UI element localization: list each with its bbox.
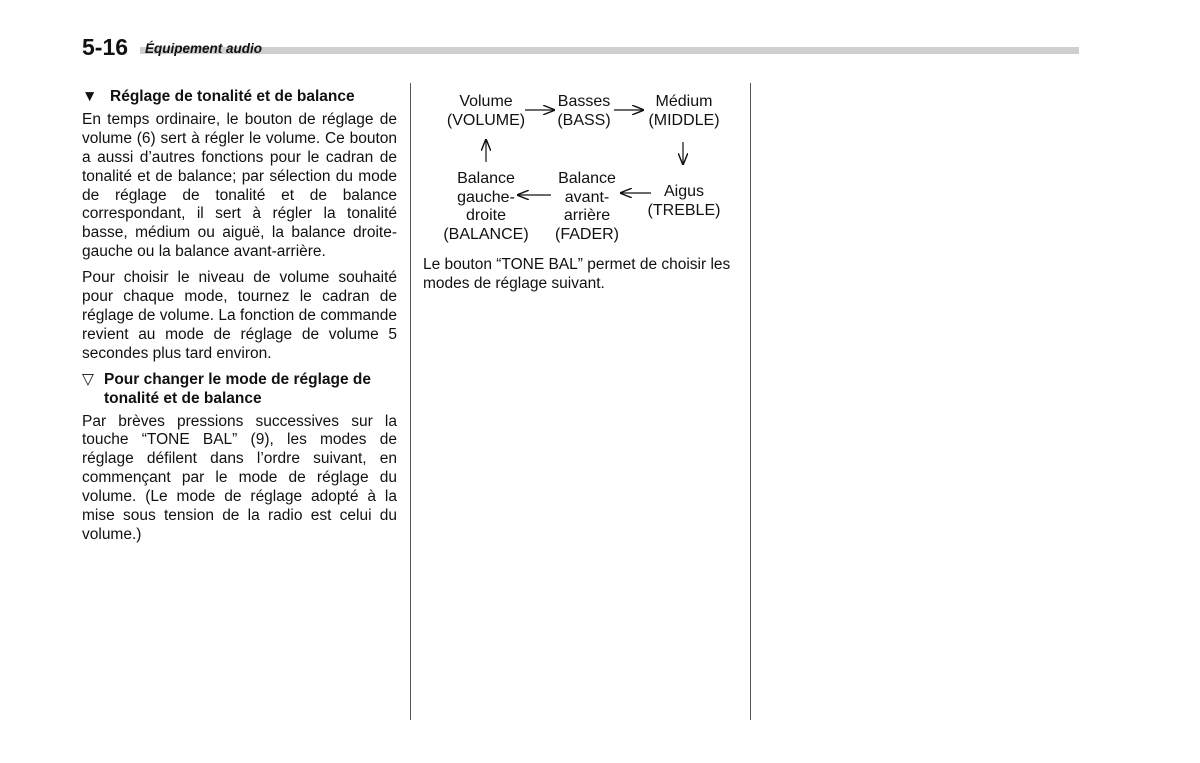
node-treble-code: (TREBLE): [647, 201, 721, 219]
node-treble: [639, 183, 729, 220]
column-divider-1: [410, 83, 411, 720]
section-heading-text: Réglage de tonalité et de balance: [110, 88, 355, 105]
subsection-heading-text: Pour changer le mode de réglage de tonalité et de balance: [104, 370, 372, 407]
node-balance-label-3: droite: [465, 207, 507, 224]
mode-cycle-diagram: [423, 88, 743, 248]
triangle-marker-icon: ▼: [82, 88, 98, 105]
node-middle: [639, 93, 729, 130]
paragraph-3: Par brèves pressions successives sur la touche “TONE BAL” (9), les modes de réglage défilent dans l’ordre suivant, en commençant par le mode de réglage du volume. (Le mode de réglage adopté à la mise sous tension de la radio est celui du volume.): [82, 412, 397, 543]
node-fader-label-1: Balance: [558, 170, 616, 187]
left-column: [82, 88, 397, 552]
open-triangle-marker-icon: ▽: [82, 370, 94, 388]
section-title: Équipement audio: [145, 41, 263, 56]
page-number: 5-16: [82, 34, 129, 60]
header-rule: [140, 47, 1079, 54]
node-fader-label-2: avant-: [564, 188, 610, 206]
node-fader: [548, 170, 626, 244]
node-middle-code: (MIDDLE): [648, 111, 720, 129]
page-header: [82, 34, 1079, 60]
subsection-heading: [82, 371, 397, 409]
node-treble-label: Aigus: [663, 183, 705, 200]
right-column: [423, 88, 738, 294]
node-bass-label: Basses: [557, 93, 611, 110]
diagram-caption: Le bouton “TONE BAL” permet de choisir les modes de réglage suivant.: [423, 256, 731, 292]
node-volume-code: (VOLUME): [446, 111, 526, 129]
node-balance: [431, 170, 541, 244]
node-balance-label-1: Balance: [457, 170, 515, 187]
section-heading: [82, 88, 397, 107]
paragraph-1: En temps ordinaire, le bouton de réglage de volume (6) sert à régler le volume. Ce bouton a aussi d’autres fonctions pour le cadran de tonalité et de balance; par sélection du mode de réglage de tonalité et de balance correspondant, il sert à régler la tonalité basse, médium ou aiguë, la balance droite-gauche ou la balance avant-arrière.: [82, 110, 397, 261]
node-fader-label-3: arrière: [563, 207, 611, 224]
node-balance-label-2: gauche-: [457, 188, 515, 206]
node-bass: [550, 93, 618, 130]
node-balance-code: (BALANCE): [443, 225, 529, 243]
paragraph-2: Pour choisir le niveau de volume souhaité pour chaque mode, tournez le cadran de réglage de volume. La fonction de commande revient au mode de réglage de volume 5 secondes plus tard environ.: [82, 269, 397, 362]
node-fader-code: (FADER): [555, 225, 619, 243]
column-divider-2: [750, 83, 751, 720]
node-volume: [431, 93, 541, 130]
node-middle-label: Médium: [655, 93, 713, 110]
node-bass-code: (BASS): [557, 111, 611, 129]
node-volume-label: Volume: [459, 93, 513, 110]
